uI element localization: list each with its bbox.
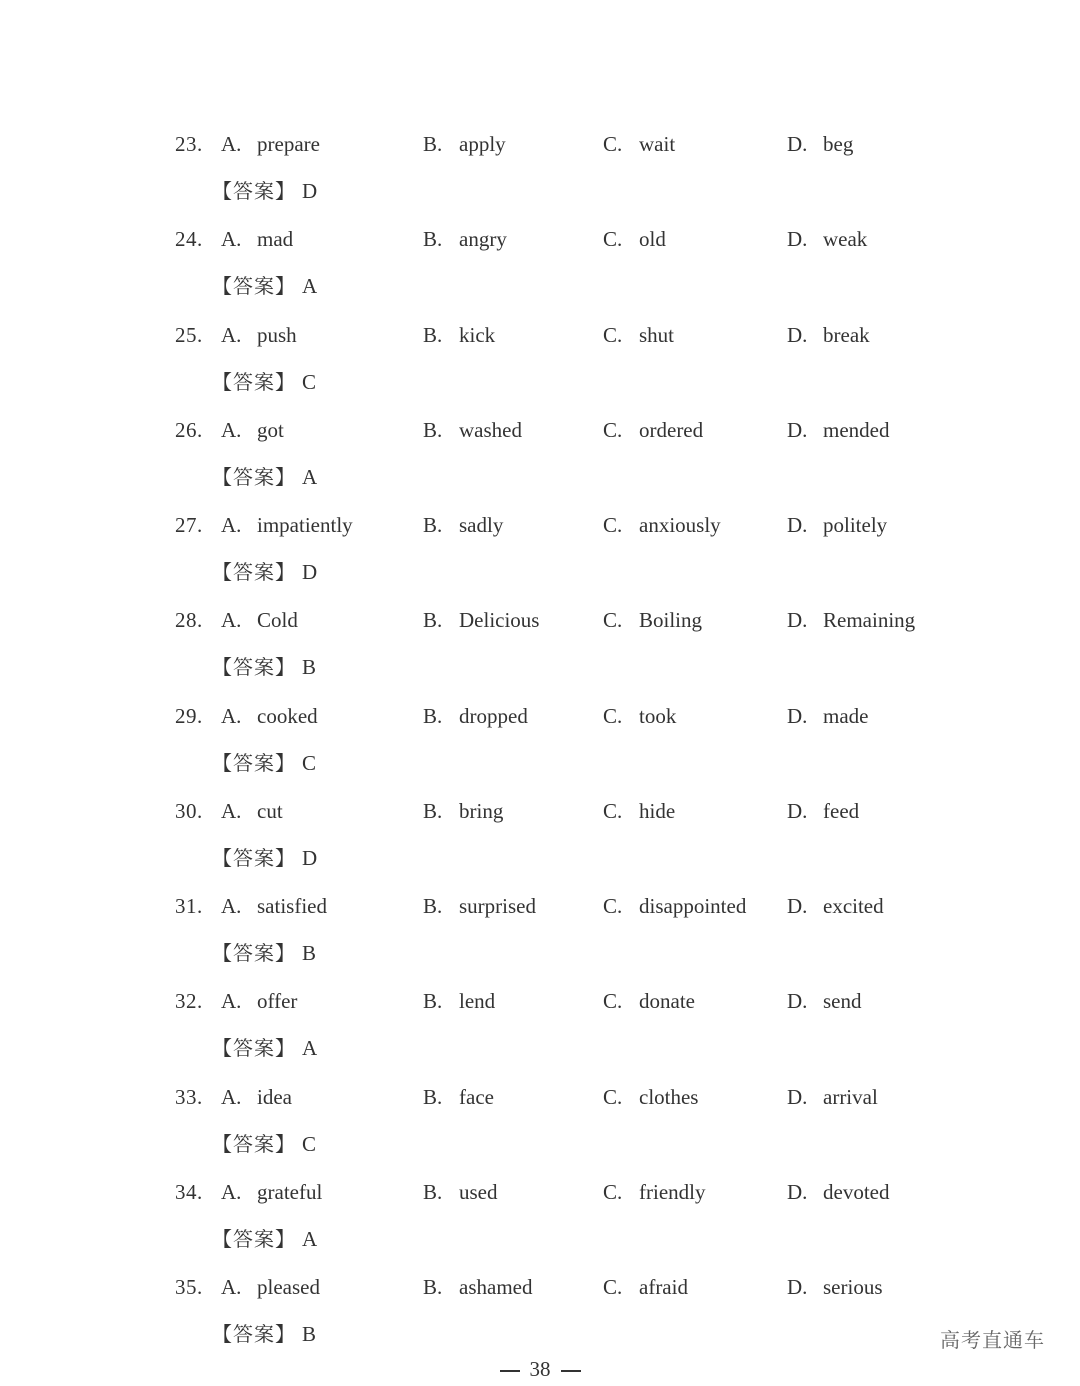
question-number: 25. — [175, 322, 203, 347]
option-letter: C. — [603, 798, 623, 823]
option-letter: D. — [787, 417, 808, 442]
question-item — [0, 508, 1080, 604]
question-item — [0, 603, 1080, 699]
question-number: 24. — [175, 227, 203, 252]
answer-row — [212, 1127, 316, 1161]
question-item — [0, 318, 1080, 414]
answer-label: 【答案】 — [212, 750, 296, 775]
question-options-row — [0, 1080, 1080, 1114]
question-options-row — [0, 508, 1080, 542]
option-text: satisfied — [257, 894, 327, 918]
option-text: pleased — [257, 1275, 320, 1299]
option-letter: B. — [423, 227, 443, 252]
answer-value: A — [302, 274, 318, 299]
answer-row — [212, 936, 316, 970]
answer-value: C — [302, 750, 317, 775]
footer-dash-right — [561, 1370, 581, 1372]
option-text: arrival — [823, 1084, 878, 1109]
option-letter: C. — [603, 1179, 623, 1204]
option-letter: C. — [603, 608, 623, 633]
option-letter: D. — [787, 703, 808, 728]
question-number: 30. — [175, 798, 203, 823]
question-item — [0, 889, 1080, 985]
answer-value: D — [302, 560, 318, 584]
option-text: idea — [257, 1084, 292, 1109]
answer-label: 【答案】 — [212, 1131, 296, 1156]
question-number: 29. — [175, 703, 203, 728]
option-letter: A. — [221, 894, 242, 918]
option-letter: A. — [221, 1084, 242, 1109]
option-letter: B. — [423, 417, 443, 442]
answer-value: A — [302, 1036, 318, 1061]
option-letter: B. — [423, 894, 443, 918]
option-text: clothes — [639, 1084, 699, 1109]
option-letter: D. — [787, 322, 808, 347]
question-options-row — [0, 222, 1080, 256]
option-letter: B. — [423, 1275, 443, 1299]
answer-row — [212, 1222, 317, 1256]
answer-value: B — [302, 1322, 317, 1346]
option-text: grateful — [257, 1179, 323, 1204]
option-text: cut — [257, 798, 283, 823]
option-text: prepare — [257, 132, 320, 156]
option-text: used — [459, 1179, 498, 1204]
option-text: cooked — [257, 703, 318, 728]
option-text: got — [257, 417, 284, 442]
answer-row — [212, 174, 317, 208]
option-text: disappointed — [639, 894, 747, 918]
option-text: angry — [459, 227, 507, 252]
option-text: donate — [639, 989, 695, 1014]
option-text: Remaining — [823, 608, 916, 633]
option-letter: A. — [221, 132, 242, 156]
question-number: 27. — [175, 513, 203, 537]
question-options-row — [0, 984, 1080, 1018]
option-letter: A. — [221, 989, 242, 1014]
question-item — [0, 1175, 1080, 1271]
answer-row — [212, 365, 316, 399]
question-item — [0, 699, 1080, 795]
question-number: 34. — [175, 1179, 203, 1204]
option-text: Delicious — [459, 608, 540, 633]
option-letter: D. — [787, 798, 808, 823]
option-letter: C. — [603, 227, 623, 252]
option-letter: A. — [221, 513, 242, 537]
question-options-row — [0, 794, 1080, 828]
option-text: ashamed — [459, 1275, 533, 1299]
answer-label: 【答案】 — [212, 655, 296, 680]
answer-row — [212, 650, 316, 684]
answer-label: 【答案】 — [212, 369, 296, 394]
option-letter: B. — [423, 513, 443, 537]
answer-label: 【答案】 — [212, 464, 296, 489]
option-text: apply — [459, 132, 506, 156]
answer-row — [212, 1317, 316, 1351]
answer-value: A — [302, 1226, 318, 1251]
question-options-row — [0, 318, 1080, 352]
answer-value: D — [302, 179, 318, 203]
option-letter: C. — [603, 132, 623, 156]
option-letter: C. — [603, 322, 623, 347]
option-text: old — [639, 227, 666, 252]
option-text: face — [459, 1084, 494, 1109]
option-letter: B. — [423, 989, 443, 1014]
question-item — [0, 127, 1080, 223]
option-text: bring — [459, 798, 504, 823]
option-letter: D. — [787, 894, 808, 918]
answer-row — [212, 555, 317, 589]
option-text: washed — [459, 417, 522, 442]
option-text: hide — [639, 798, 676, 823]
option-letter: A. — [221, 417, 242, 442]
option-letter: B. — [423, 703, 443, 728]
answer-value: B — [302, 655, 317, 680]
option-text: break — [823, 322, 870, 347]
option-text: sadly — [459, 513, 504, 537]
option-letter: D. — [787, 989, 808, 1014]
question-number: 26. — [175, 417, 203, 442]
question-item — [0, 984, 1080, 1080]
option-text: shut — [639, 322, 675, 347]
footer-dash-left — [500, 1370, 520, 1372]
option-text: friendly — [639, 1179, 706, 1204]
answer-label: 【答案】 — [212, 274, 296, 299]
question-options-row — [0, 1270, 1080, 1304]
option-letter: C. — [603, 513, 623, 537]
question-item — [0, 413, 1080, 509]
answer-value: B — [302, 941, 317, 965]
answer-label: 【答案】 — [212, 1226, 296, 1251]
option-letter: A. — [221, 703, 242, 728]
option-letter: A. — [221, 1179, 242, 1204]
option-text: ordered — [639, 417, 704, 442]
option-text: excited — [823, 894, 884, 918]
option-text: made — [823, 703, 869, 728]
option-letter: B. — [423, 608, 443, 633]
option-text: lend — [459, 989, 496, 1014]
option-letter: C. — [603, 894, 623, 918]
answer-row — [212, 841, 317, 875]
question-options-row — [0, 699, 1080, 733]
answer-row — [212, 1031, 317, 1065]
option-letter: A. — [221, 1275, 242, 1299]
option-text: beg — [823, 132, 854, 156]
answer-value: A — [302, 464, 318, 489]
option-text: politely — [823, 513, 888, 537]
question-number: 28. — [175, 608, 203, 633]
question-item — [0, 222, 1080, 318]
option-text: anxiously — [639, 513, 721, 537]
option-letter: D. — [787, 1275, 808, 1299]
question-options-row — [0, 603, 1080, 637]
option-text: Boiling — [639, 608, 703, 633]
option-text: dropped — [459, 703, 528, 728]
question-number: 35. — [175, 1275, 203, 1299]
question-item — [0, 794, 1080, 890]
page-number: 38 — [529, 1357, 551, 1381]
question-options-row — [0, 127, 1080, 161]
answer-value: C — [302, 369, 317, 394]
option-letter: D. — [787, 1084, 808, 1109]
option-letter: B. — [423, 132, 443, 156]
option-letter: D. — [787, 513, 808, 537]
option-text: mad — [257, 227, 294, 252]
option-text: afraid — [639, 1275, 688, 1299]
option-letter: C. — [603, 989, 623, 1014]
option-letter: A. — [221, 798, 242, 823]
answer-label: 【答案】 — [212, 1036, 296, 1061]
option-text: wait — [639, 132, 676, 156]
answer-row — [212, 269, 317, 303]
option-text: kick — [459, 322, 496, 347]
option-letter: C. — [603, 1084, 623, 1109]
question-number: 32. — [175, 989, 203, 1014]
option-text: Cold — [257, 608, 298, 633]
option-letter: D. — [787, 608, 808, 633]
question-options-row — [0, 413, 1080, 447]
option-letter: A. — [221, 227, 242, 252]
option-text: devoted — [823, 1179, 890, 1204]
option-letter: C. — [603, 703, 623, 728]
option-letter: A. — [221, 608, 242, 633]
question-item — [0, 1080, 1080, 1176]
option-text: took — [639, 703, 677, 728]
option-text: surprised — [459, 894, 536, 918]
option-text: push — [257, 322, 297, 347]
answer-value: C — [302, 1131, 317, 1156]
option-text: offer — [257, 989, 298, 1014]
watermark-text: 高考直通车 — [940, 1328, 1045, 1352]
question-number: 23. — [175, 132, 203, 156]
question-number: 33. — [175, 1084, 203, 1109]
option-letter: D. — [787, 132, 808, 156]
option-text: mended — [823, 417, 890, 442]
option-letter: C. — [603, 1275, 623, 1299]
answer-label: 【答案】 — [212, 560, 296, 584]
answer-label: 【答案】 — [212, 845, 296, 870]
option-text: weak — [823, 227, 868, 252]
option-letter: A. — [221, 322, 242, 347]
option-letter: D. — [787, 227, 808, 252]
option-text: feed — [823, 798, 860, 823]
option-letter: B. — [423, 1084, 443, 1109]
question-number: 31. — [175, 894, 203, 918]
option-letter: B. — [423, 1179, 443, 1204]
option-text: serious — [823, 1275, 883, 1299]
option-text: send — [823, 989, 862, 1014]
option-letter: B. — [423, 322, 443, 347]
option-letter: B. — [423, 798, 443, 823]
question-options-row — [0, 1175, 1080, 1209]
answer-row — [212, 746, 316, 780]
answer-label: 【答案】 — [212, 1322, 296, 1346]
option-letter: D. — [787, 1179, 808, 1204]
option-letter: C. — [603, 417, 623, 442]
question-options-row — [0, 889, 1080, 923]
answer-row — [212, 460, 317, 494]
option-text: impatiently — [257, 513, 353, 537]
answer-label: 【答案】 — [212, 179, 296, 203]
answer-label: 【答案】 — [212, 941, 296, 965]
answer-value: D — [302, 845, 318, 870]
